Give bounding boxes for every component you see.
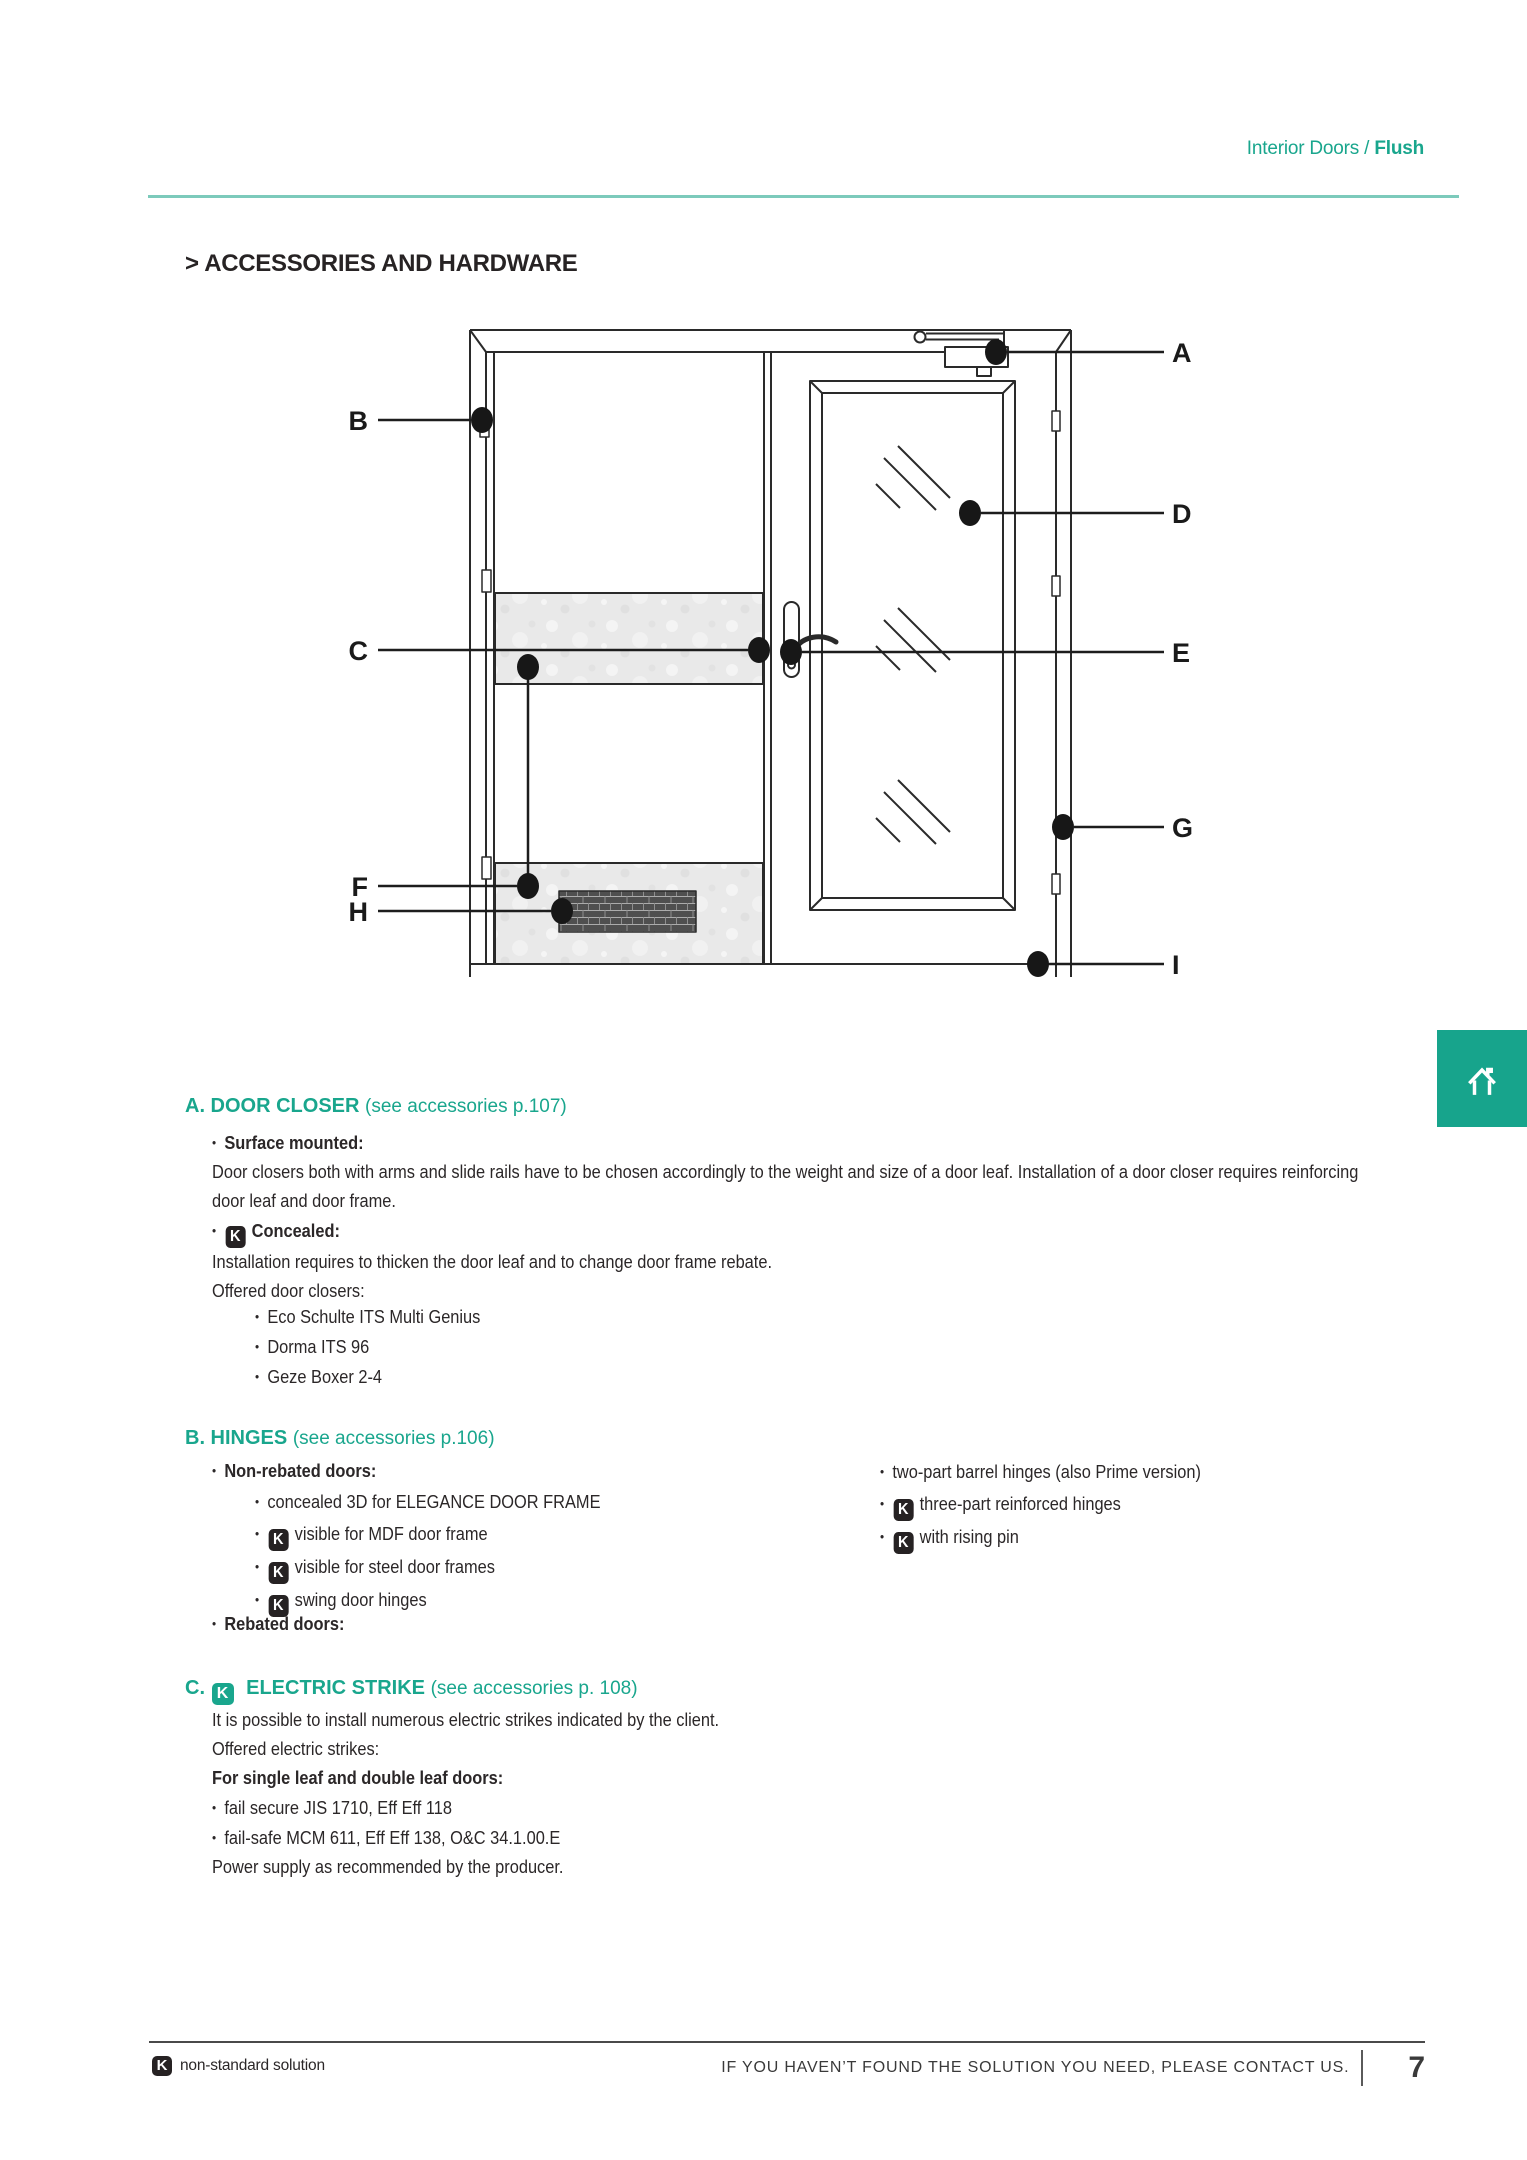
section-c-letter: C. (185, 1677, 205, 1699)
callout-label-c: C (348, 636, 368, 666)
hinge-mark-left-middle (482, 570, 491, 592)
callout-dot-h (551, 898, 573, 924)
surface-mounted-label: Surface mounted: (224, 1133, 364, 1153)
callout-dot-f (517, 873, 539, 899)
list-item: • Dorma ITS 96 (255, 1332, 480, 1362)
home-icon (1455, 1051, 1509, 1107)
k-badge-icon: K (893, 1499, 913, 1521)
list-item: swing door hinges (294, 1590, 427, 1610)
section-c-heading (185, 1676, 638, 1705)
breadcrumb (1247, 138, 1424, 160)
glass-hatch-marks (876, 446, 950, 844)
section-a-list (255, 1302, 503, 1392)
section-a-paragraph-3: Offered door closers: (212, 1281, 365, 1301)
callout-label-h: H (348, 897, 368, 927)
section-c-title: ELECTRIC STRIKE (246, 1677, 426, 1699)
list-item: • two-part barrel hinges (also Prime version) (880, 1456, 1201, 1488)
callout-label-e: E (1172, 638, 1191, 668)
breadcrumb-section: Interior Doors / (1246, 138, 1375, 159)
home-button[interactable] (1437, 1030, 1527, 1127)
list-item: • Eco Schulte ITS Multi Genius (255, 1302, 480, 1332)
callout-dot-i (1027, 951, 1049, 977)
page-number: 7 (1408, 2051, 1425, 2084)
rebated-label: Rebated doors: (224, 1614, 345, 1634)
callout-dot-g (1052, 814, 1074, 840)
section-b-ref: (see accessories p.106) (292, 1428, 495, 1449)
section-c-line-1: It is possible to install numerous electric strikes indicated by the client. (212, 1710, 720, 1730)
callout-dot-b (471, 407, 493, 433)
callout-label-d: D (1172, 499, 1192, 529)
callout-dot-f2 (517, 654, 539, 680)
k-badge-icon: K (893, 1532, 913, 1554)
ventilation-grille (559, 891, 696, 932)
callout-label-g: G (1172, 813, 1194, 843)
k-badge-icon: K (268, 1562, 288, 1584)
callout-label-b: B (348, 406, 368, 436)
footer-contact-message: IF YOU HAVEN’T FOUND THE SOLUTION YOU NEED, PLEASE CONTACT US. (721, 2059, 1350, 2076)
section-b-rebated (212, 1608, 358, 1640)
section-b-right-list (880, 1456, 1233, 1554)
breadcrumb-page: Flush (1374, 138, 1424, 159)
callout-dot-d (959, 500, 981, 526)
k-badge-icon: K (152, 2056, 172, 2076)
footer-legend-label: non-standard solution (180, 2057, 325, 2074)
list-item: • fail secure JIS 1710, Eff Eff 118 (212, 1793, 719, 1823)
section-a-paragraph-2: Installation requires to thicken the door leaf and to change door frame rebate. (212, 1252, 773, 1272)
callout-label-f: F (351, 872, 368, 902)
section-c-body (212, 1706, 769, 1882)
concealed-label: Concealed: (251, 1221, 340, 1241)
list-item: three-part reinforced hinges (919, 1494, 1121, 1514)
footer-legend (152, 2056, 325, 2076)
section-a-paragraph-1a: Door closers both with arms and slide rails have to be chosen accordingly to the weight and size of a door leaf. Installation of a door closer requires reinforcing (212, 1162, 1359, 1182)
callout-dot-e (780, 639, 802, 665)
k-badge-icon: K (212, 1683, 234, 1705)
k-badge-icon: K (225, 1226, 245, 1248)
section-c-line-2: Offered electric strikes: (212, 1739, 380, 1759)
section-a-heading (185, 1094, 567, 1119)
callout-dot-c (748, 637, 770, 663)
list-item: • fail-safe MCM 611, Eff Eff 138, O&C 34.1.00.E (212, 1823, 719, 1853)
list-item: with rising pin (919, 1527, 1019, 1547)
k-badge-icon: K (268, 1595, 288, 1617)
list-item: visible for MDF door frame (294, 1524, 488, 1544)
hinge-mark-left-bottom (482, 857, 491, 879)
footer-divider (149, 2041, 1425, 2043)
callout-label-i: I (1172, 950, 1180, 980)
list-item: visible for steel door frames (294, 1557, 495, 1577)
section-c-ref: (see accessories p. 108) (430, 1678, 638, 1699)
list-item: • concealed 3D for ELEGANCE DOOR FRAME (255, 1486, 601, 1518)
header-divider (148, 195, 1459, 198)
section-c-line-3: For single leaf and double leaf doors: (212, 1768, 504, 1788)
door-hardware-diagram (300, 318, 1200, 1008)
non-rebated-label: Non-rebated doors: (224, 1461, 377, 1481)
section-a-title: A. DOOR CLOSER (185, 1095, 360, 1117)
section-b-heading (185, 1426, 495, 1451)
section-b-nonrebated (212, 1455, 393, 1487)
section-b-left-list (255, 1486, 635, 1617)
glazed-door-leaf (810, 381, 1015, 910)
section-a-ref: (see accessories p.107) (365, 1096, 567, 1117)
footer-right (721, 2046, 1425, 2090)
section-b-title: B. HINGES (185, 1427, 288, 1449)
section-a-body (212, 1128, 1472, 1306)
callout-label-a: A (1172, 338, 1192, 368)
section-c-line-4: Power supply as recommended by the producer. (212, 1857, 564, 1877)
footer-separator (1361, 2050, 1363, 2086)
k-badge-icon: K (268, 1529, 288, 1551)
callout-dot-a (985, 339, 1007, 365)
section-a-paragraph-1b: door leaf and door frame. (212, 1191, 396, 1211)
list-item: • Geze Boxer 2-4 (255, 1362, 480, 1392)
page-title: > ACCESSORIES AND HARDWARE (185, 250, 578, 277)
